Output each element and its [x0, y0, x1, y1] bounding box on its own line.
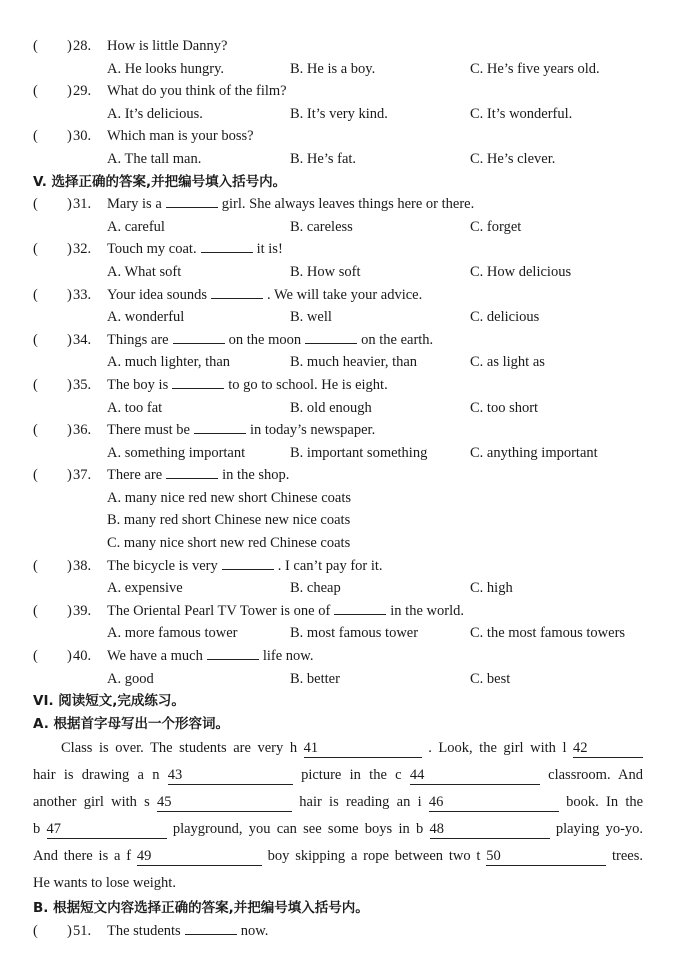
section-vi-heading: VI. 阅读短文,完成练习。	[33, 693, 185, 710]
question-number: 34.	[73, 331, 92, 348]
answer-paren-close: )	[67, 38, 72, 54]
answer-blank[interactable]	[201, 238, 253, 253]
passage-text: hair is reading an i	[299, 794, 422, 811]
answer-paren-close: )	[67, 422, 72, 439]
part-b-heading: B. 根据短文内容选择正确的答案,并把编号填入括号内。	[33, 900, 369, 917]
option-a: A. too fat	[107, 399, 163, 416]
option-c: C. best	[470, 670, 511, 687]
stem-text: The bicycle is very	[107, 557, 218, 574]
question-row	[0, 125, 693, 148]
answer-paren-open[interactable]: (	[33, 467, 38, 484]
option-b: B. much heavier, than	[290, 354, 418, 371]
passage-text: playing yo-yo.	[555, 821, 644, 838]
question-stem	[107, 374, 388, 397]
stem-text: We have a much	[107, 648, 203, 665]
option-c: C. delicious	[470, 309, 540, 326]
options-row	[0, 442, 693, 465]
answer-blank[interactable]	[166, 193, 218, 208]
option-a: A. much lighter, than	[107, 354, 231, 371]
question-number: 33.	[73, 286, 92, 303]
passage-line	[33, 762, 643, 789]
stem-text: now.	[240, 923, 269, 939]
answer-blank[interactable]	[173, 329, 225, 344]
question-number: 30.	[73, 128, 92, 145]
stem-text: There must be	[107, 422, 190, 439]
option-c: C. How delicious	[470, 263, 572, 280]
stem-text: . We will take your advice.	[267, 286, 423, 303]
answer-paren-close: )	[67, 286, 72, 303]
stem-text: on the moon	[228, 331, 302, 348]
question-number: 32.	[73, 241, 92, 258]
question-row	[0, 555, 693, 578]
stem-text: There are	[107, 467, 163, 484]
answer-paren-open[interactable]: (	[33, 83, 38, 100]
stem-text: in the shop.	[222, 467, 290, 484]
stem-text: The students	[107, 923, 181, 939]
option-a: A. expensive	[107, 580, 183, 597]
passage-text: another girl with s	[33, 794, 150, 811]
question-row	[0, 920, 693, 943]
question-stem	[107, 238, 283, 261]
question-stem	[107, 125, 254, 148]
passage-text: Class is over. The students are very h	[61, 740, 298, 757]
answer-blank[interactable]	[207, 645, 259, 660]
stem-text: . I can’t pay for it.	[277, 557, 383, 574]
question-number: 31.	[73, 196, 92, 213]
question-stem	[107, 600, 464, 623]
answer-paren-close: )	[67, 83, 72, 100]
question-row	[0, 193, 693, 216]
stem-text: Your idea sounds	[107, 286, 208, 303]
answer-paren-open[interactable]: (	[33, 376, 38, 393]
option-b: B. most famous tower	[290, 625, 419, 642]
option-b: B. cheap	[290, 580, 341, 597]
question-stem	[107, 35, 227, 58]
passage-text: And there is a f	[33, 848, 132, 865]
fill-blank-43[interactable]: 43	[168, 766, 293, 785]
question-row	[0, 419, 693, 442]
stem-text: girl. She always leaves things here or there.	[221, 196, 475, 213]
question-stem	[107, 193, 474, 216]
part-a-heading-row	[0, 713, 693, 736]
option-a: A. The tall man.	[107, 150, 202, 167]
option-b: B. He’s fat.	[290, 150, 357, 167]
option-c: C. high	[470, 580, 513, 597]
answer-blank[interactable]	[211, 284, 263, 299]
answer-blank[interactable]	[305, 329, 357, 344]
stem-text: Touch my coat.	[107, 241, 197, 258]
stem-text: The Oriental Pearl TV Tower is one of	[107, 602, 331, 619]
exam-page	[0, 35, 693, 943]
option-b: B. important something	[290, 444, 428, 461]
question-stem	[107, 329, 433, 352]
stem-text: it is!	[256, 241, 283, 258]
passage-text: b	[33, 821, 41, 838]
answer-paren-close: )	[67, 923, 72, 939]
option-a: A. more famous tower	[107, 625, 238, 642]
stem-text: in today’s newspaper.	[249, 422, 376, 439]
answer-paren-open[interactable]: (	[33, 196, 38, 213]
question-row	[0, 374, 693, 397]
passage-line	[33, 789, 643, 816]
options-row	[0, 306, 693, 329]
fill-blank-47[interactable]: 47	[47, 820, 167, 839]
option-a: A. He looks hungry.	[107, 60, 225, 77]
options-row	[0, 532, 693, 555]
passage-text: playground, you can see some boys in b	[172, 821, 424, 838]
options-row	[0, 148, 693, 171]
answer-paren-close: )	[67, 376, 72, 393]
fill-blank-41[interactable]: 41	[304, 739, 422, 758]
stem-text: What do you think of the film?	[107, 83, 287, 100]
option-c: C. forget	[470, 218, 522, 235]
option-c: C. anything important	[470, 444, 598, 461]
part-a-heading: A. 根据首字母写出一个形容词。	[33, 715, 230, 732]
answer-blank[interactable]	[222, 555, 274, 570]
passage-line	[33, 816, 643, 843]
answer-paren-open[interactable]: (	[33, 923, 38, 939]
answer-paren-open[interactable]: (	[33, 128, 38, 145]
option-c: C. He’s clever.	[470, 150, 556, 167]
option-a: A. It’s delicious.	[107, 105, 203, 122]
option-b: B. many red short Chinese new nice coats	[107, 512, 351, 529]
stem-text: Which man is your boss?	[107, 128, 254, 145]
answer-paren-open[interactable]: (	[33, 602, 38, 619]
option-c: C. many nice short new red Chinese coats	[107, 535, 351, 552]
option-a: A. careful	[107, 218, 165, 235]
option-c: C. too short	[470, 399, 539, 416]
question-stem	[107, 645, 313, 668]
section-vi-heading-row	[0, 690, 693, 713]
answer-paren-close: )	[67, 557, 72, 574]
option-c: C. as light as	[470, 354, 545, 371]
question-number: 40.	[73, 648, 92, 665]
question-stem	[107, 920, 268, 943]
question-row	[0, 80, 693, 103]
passage-text: hair is drawing a n	[33, 767, 160, 784]
option-a: A. good	[107, 670, 154, 687]
stem-text: in the world.	[390, 602, 464, 619]
fill-blank-48[interactable]: 48	[430, 820, 550, 839]
question-number: 38.	[73, 557, 92, 574]
option-a: A. wonderful	[107, 309, 185, 326]
options-row	[0, 58, 693, 81]
question-stem	[107, 80, 287, 103]
answer-paren-close: )	[67, 128, 72, 145]
passage-line	[33, 870, 643, 897]
option-b: B. well	[290, 309, 332, 326]
option-c: C. the most famous towers	[470, 625, 626, 642]
passage-text: He wants to lose weight.	[33, 875, 176, 892]
options-row	[0, 509, 693, 532]
options-row	[0, 397, 693, 420]
passage-line	[33, 843, 643, 870]
fill-blank-49[interactable]: 49	[137, 847, 262, 866]
question-stem	[107, 419, 375, 442]
passage-text: book. In the	[566, 794, 644, 811]
options-row	[0, 351, 693, 374]
option-b: B. careless	[290, 218, 353, 235]
answer-blank[interactable]	[172, 374, 224, 389]
question-stem	[107, 555, 383, 578]
options-row	[0, 261, 693, 284]
options-row	[0, 487, 693, 510]
option-b: B. old enough	[290, 399, 372, 416]
answer-paren-close: )	[67, 648, 72, 665]
option-a: A. What soft	[107, 263, 182, 280]
question-number: 35.	[73, 376, 92, 393]
question-stem	[107, 284, 422, 307]
question-stem	[107, 464, 289, 487]
question-row	[0, 645, 693, 668]
question-number: 51.	[73, 923, 92, 939]
question-row	[0, 284, 693, 307]
fill-blank-45[interactable]: 45	[157, 793, 292, 812]
passage-text: classroom. And	[548, 767, 644, 784]
answer-paren-open[interactable]: (	[33, 286, 38, 303]
question-row	[0, 238, 693, 261]
passage-text: picture in the c	[301, 767, 402, 784]
option-a: A. many nice red new short Chinese coats	[107, 489, 352, 506]
option-a: A. something important	[107, 444, 246, 461]
passage-text: . Look, the girl with l	[428, 740, 567, 757]
answer-blank[interactable]	[194, 419, 246, 434]
passage-text: boy skipping a rope between two t	[267, 848, 481, 865]
question-row	[0, 600, 693, 623]
options-row	[0, 622, 693, 645]
question-row	[0, 464, 693, 487]
part-b-heading-row	[0, 897, 693, 920]
option-b: B. better	[290, 670, 340, 687]
option-b: B. He is a boy.	[290, 60, 376, 77]
question-number: 39.	[73, 602, 92, 619]
question-row	[0, 35, 693, 58]
answer-paren-open[interactable]: (	[33, 331, 38, 348]
options-row	[0, 668, 693, 691]
answer-paren-close: )	[67, 196, 72, 213]
passage-line	[33, 735, 643, 762]
stem-text: on the earth.	[361, 331, 434, 348]
answer-blank[interactable]	[166, 464, 218, 479]
options-row	[0, 216, 693, 239]
answer-paren-close: )	[67, 331, 72, 348]
option-b: B. It’s very kind.	[290, 105, 388, 122]
answer-paren-close: )	[67, 602, 72, 619]
answer-paren-open[interactable]: (	[33, 241, 38, 258]
question-number: 29.	[73, 83, 92, 100]
question-number: 36.	[73, 422, 92, 439]
fill-blank-50[interactable]: 50	[486, 847, 606, 866]
fill-blank-46[interactable]: 46	[429, 793, 559, 812]
answer-paren-open[interactable]: (	[33, 38, 38, 54]
stem-text: Things are	[107, 331, 169, 348]
stem-text: Mary is a	[107, 196, 162, 213]
answer-blank[interactable]	[185, 920, 237, 935]
options-row	[0, 577, 693, 600]
option-c: C. He’s five years old.	[470, 60, 600, 77]
answer-paren-open[interactable]: (	[33, 648, 38, 665]
stem-text: The boy is	[107, 376, 169, 393]
section-v-heading-row	[0, 171, 693, 194]
option-b: B. How soft	[290, 263, 361, 280]
stem-text: How is little Danny?	[107, 38, 228, 54]
fill-blank-42[interactable]: 42	[573, 739, 643, 758]
passage-text: trees.	[612, 848, 643, 865]
question-number: 28.	[73, 38, 92, 54]
answer-paren-open[interactable]: (	[33, 557, 38, 574]
section-v-heading: V. 选择正确的答案,并把编号填入括号内。	[33, 173, 287, 190]
option-c: C. It’s wonderful.	[470, 105, 573, 122]
answer-paren-open[interactable]: (	[33, 422, 38, 439]
stem-text: life now.	[262, 648, 314, 665]
answer-paren-close: )	[67, 467, 72, 484]
stem-text: to go to school. He is eight.	[228, 376, 388, 393]
fill-blank-44[interactable]: 44	[410, 766, 540, 785]
answer-blank[interactable]	[334, 600, 386, 615]
question-row	[0, 329, 693, 352]
answer-paren-close: )	[67, 241, 72, 258]
options-row	[0, 103, 693, 126]
question-number: 37.	[73, 467, 92, 484]
